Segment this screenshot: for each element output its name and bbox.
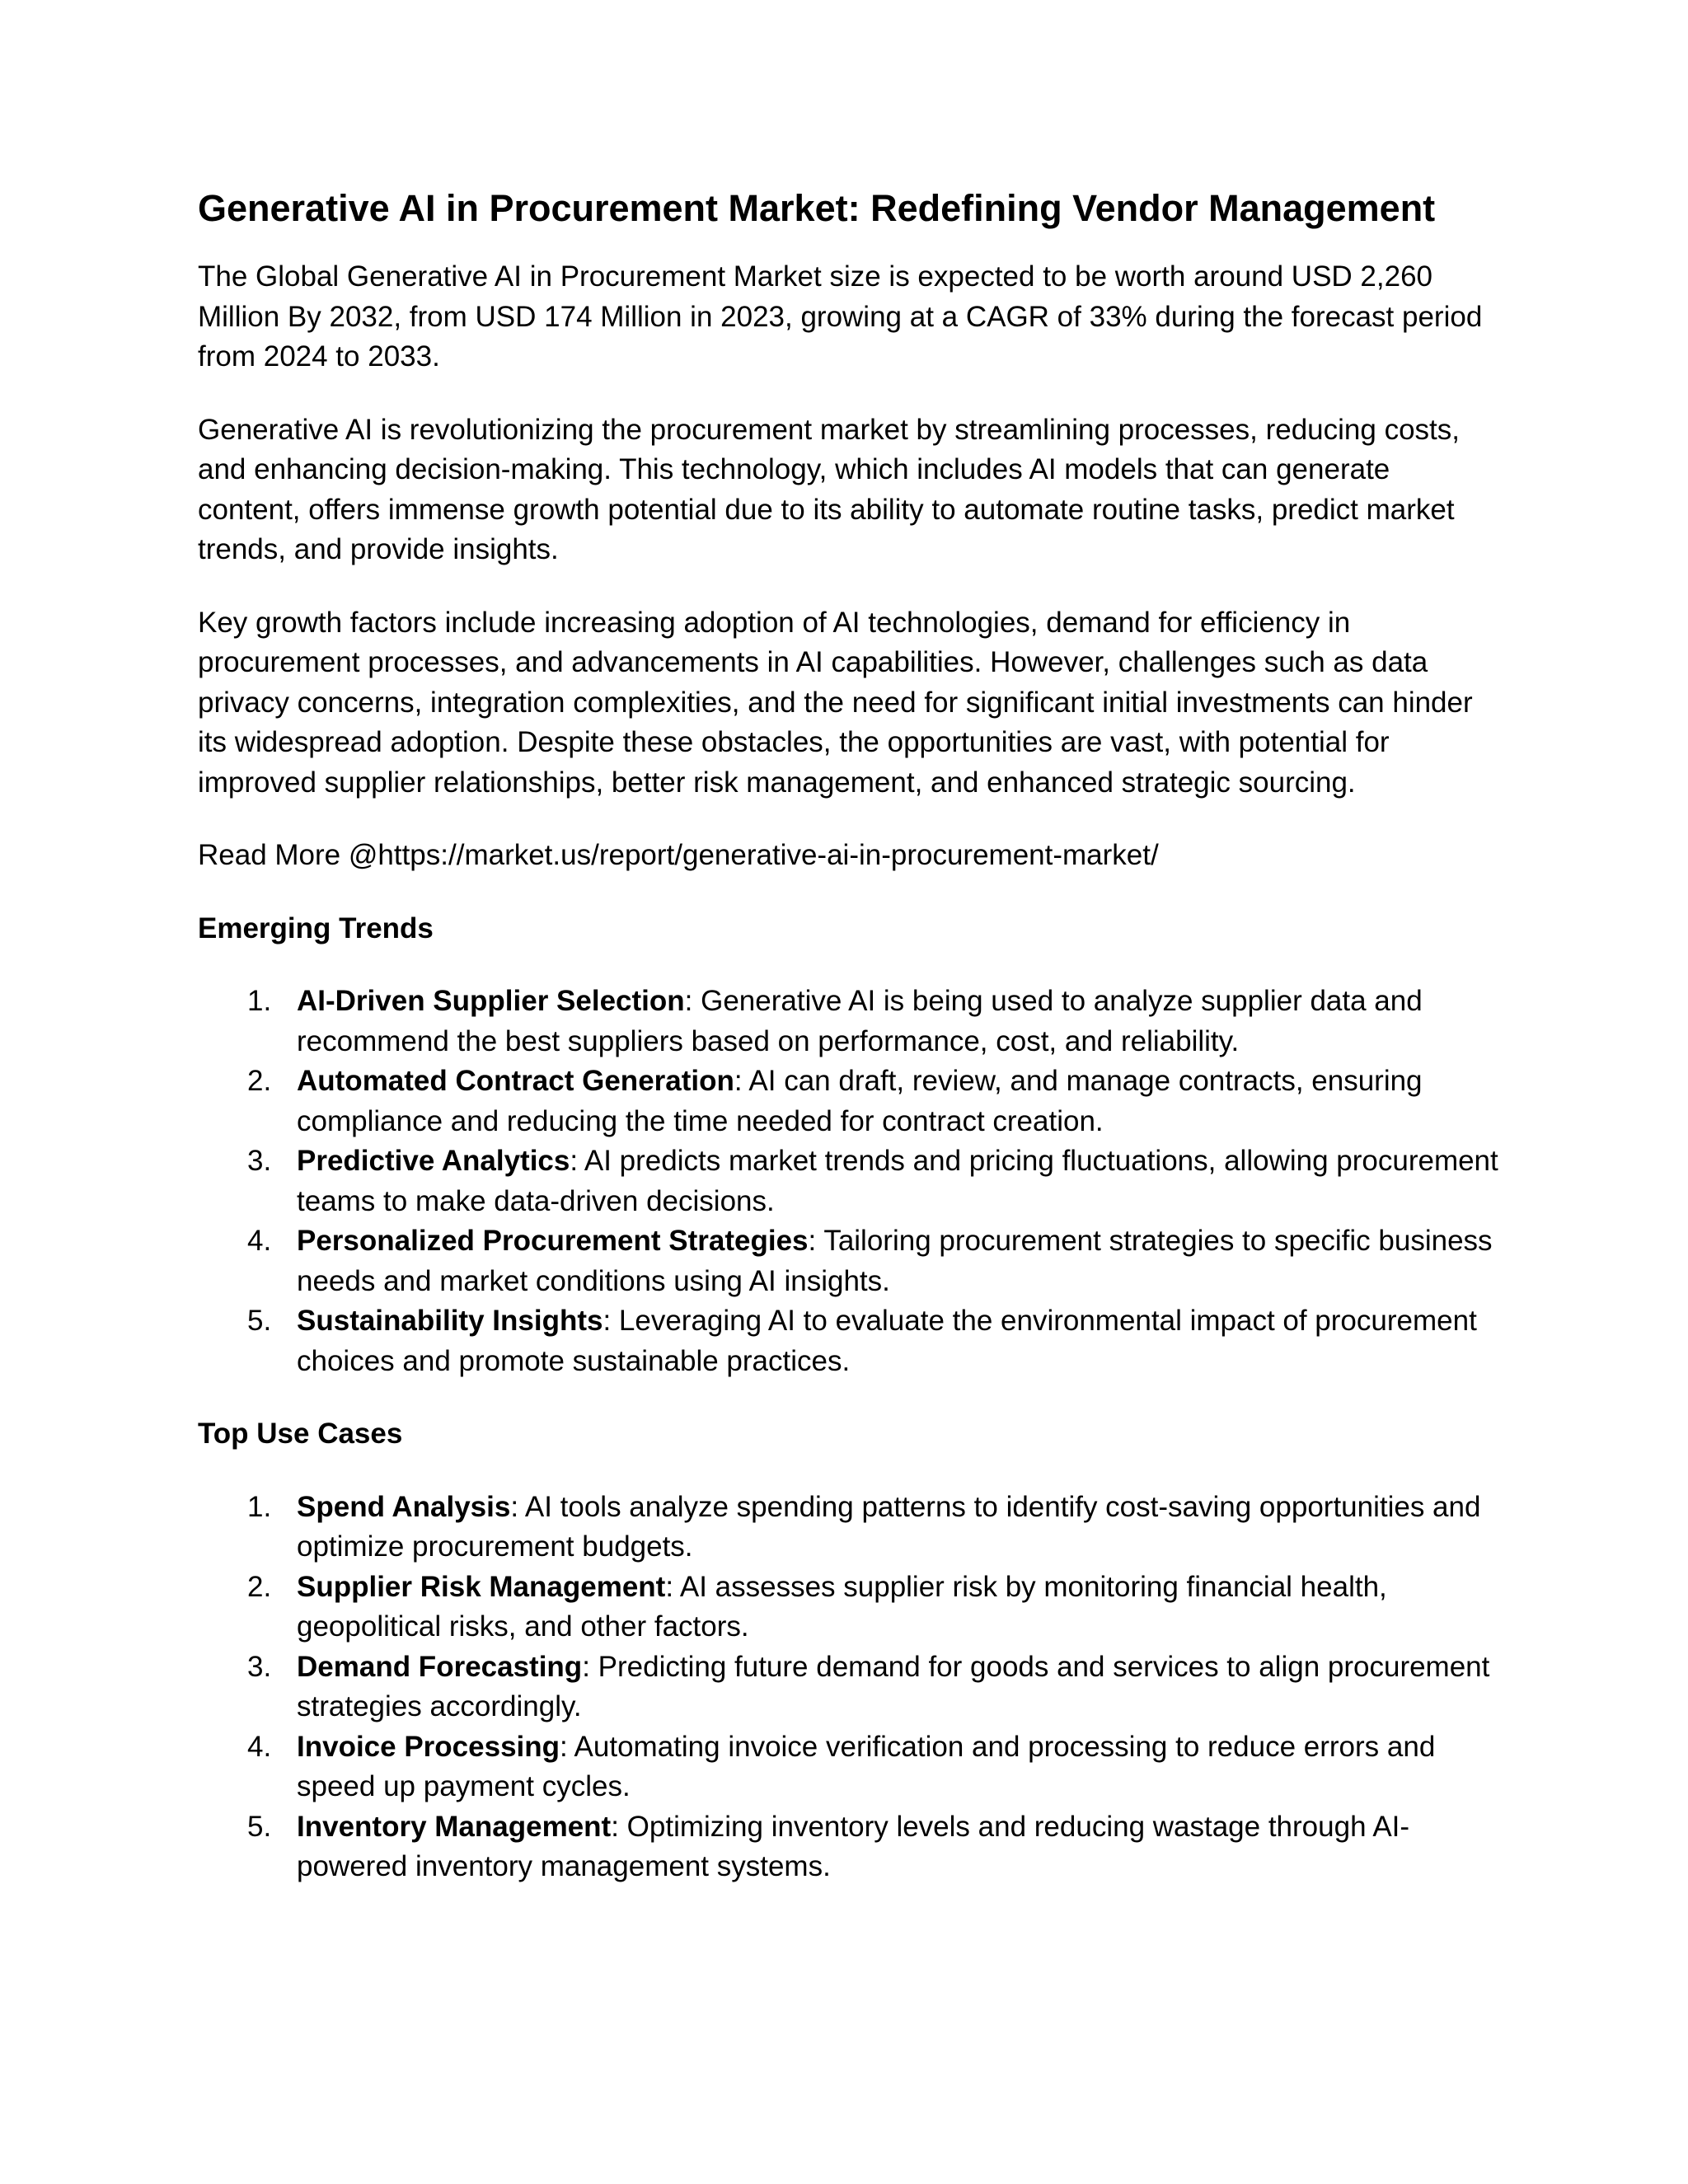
- list-item-term: Sustainability Insights: [297, 1305, 603, 1337]
- list-item: [198, 1647, 1500, 1727]
- list-item: [198, 1221, 1500, 1301]
- list-item-number: 1.: [247, 985, 272, 1017]
- top-use-cases-list: [198, 1488, 1500, 1887]
- emerging-trends-list: [198, 982, 1500, 1381]
- list-item-text: : Leveraging AI to evaluate the environmental impact of procurement choices and promote sustainable practices.: [297, 1305, 1477, 1377]
- list-item-number: 2.: [247, 1570, 272, 1603]
- list-item: [198, 1568, 1500, 1647]
- list-item-text: : Generative AI is being used to analyze supplier data and recommend the best suppliers based on performance, cost, and reliability.: [297, 985, 1423, 1057]
- list-item: [198, 1727, 1500, 1807]
- list-item-text: : AI assesses supplier risk by monitoring financial health, geopolitical risks, and other factors.: [297, 1570, 1387, 1643]
- emerging-trends-heading: Emerging Trends: [198, 912, 434, 944]
- growth-factors-paragraph: Key growth factors include increasing adoption of AI technologies, demand for efficiency in procurement processes, and advancements in AI capabilities. However, challenges such as data privacy concerns, integration complexities, and the need for significant initial investments can hinder its widespread adoption. Despite these obstacles, the opportunities are vast, with potential for improved supplier relationships, better risk management, and enhanced strategic sourcing.: [198, 606, 1473, 799]
- list-item-number: 4.: [247, 1225, 272, 1257]
- list-item-term: Invoice Processing: [297, 1730, 560, 1763]
- document-content: [198, 186, 1500, 1920]
- list-item: [198, 1807, 1500, 1887]
- market-size-paragraph: The Global Generative AI in Procurement Market size is expected to be worth around USD 2,260 Million By 2032, from USD 174 Million in 2023, growing at a CAGR of 33% during the forecast period from 2024 to 2033.: [198, 260, 1483, 373]
- list-item-term: AI-Driven Supplier Selection: [297, 985, 685, 1017]
- list-item-term: Supplier Risk Management: [297, 1570, 666, 1603]
- list-item-term: Demand Forecasting: [297, 1650, 583, 1683]
- list-item-text: : AI can draft, review, and manage contracts, ensuring compliance and reducing the time needed for contract creation.: [297, 1065, 1423, 1137]
- overview-paragraph: Generative AI is revolutionizing the procurement market by streamlining processes, reducing costs, and enhancing decision-making. This technology, which includes AI models that can generate content, offers immense growth potential due to its ability to automate routine tasks, predict market trends, and provide insights.: [198, 413, 1460, 565]
- list-item-number: 5.: [247, 1810, 272, 1843]
- list-item-term: Spend Analysis: [297, 1490, 511, 1523]
- list-item: [198, 1062, 1500, 1141]
- list-item-text: : AI tools analyze spending patterns to identify cost-saving opportunities and optimize procurement budgets.: [297, 1490, 1481, 1563]
- list-item-text: : Predicting future demand for goods and services to align procurement strategies accordingly.: [297, 1650, 1490, 1722]
- list-item: [198, 1141, 1500, 1221]
- list-item-text: : Tailoring procurement strategies to specific business needs and market conditions using AI insights.: [297, 1225, 1493, 1297]
- list-item-term: Automated Contract Generation: [297, 1065, 734, 1097]
- list-item-number: 1.: [247, 1490, 272, 1523]
- page-title: Generative AI in Procurement Market: Redefining Vendor Management: [198, 187, 1436, 229]
- list-item-term: Inventory Management: [297, 1810, 612, 1843]
- list-item-number: 5.: [247, 1305, 272, 1337]
- list-item-term: Predictive Analytics: [297, 1145, 570, 1177]
- list-item-number: 3.: [247, 1145, 272, 1177]
- list-item: [198, 1301, 1500, 1381]
- list-item: [198, 1488, 1500, 1568]
- list-item-text: : Optimizing inventory levels and reducing wastage through AI-powered inventory management systems.: [297, 1810, 1410, 1882]
- list-item-number: 3.: [247, 1650, 272, 1683]
- list-item: [198, 982, 1500, 1062]
- list-item-term: Personalized Procurement Strategies: [297, 1225, 809, 1257]
- list-item-number: 4.: [247, 1730, 272, 1763]
- read-more-text: Read More @https://market.us/report/generative-ai-in-procurement-market/: [198, 839, 1159, 871]
- list-item-number: 2.: [247, 1065, 272, 1097]
- list-item-text: : Automating invoice verification and processing to reduce errors and speed up payment cycles.: [297, 1730, 1436, 1802]
- list-item-text: : AI predicts market trends and pricing fluctuations, allowing procurement teams to make data-driven decisions.: [297, 1145, 1498, 1217]
- top-use-cases-heading: Top Use Cases: [198, 1418, 403, 1450]
